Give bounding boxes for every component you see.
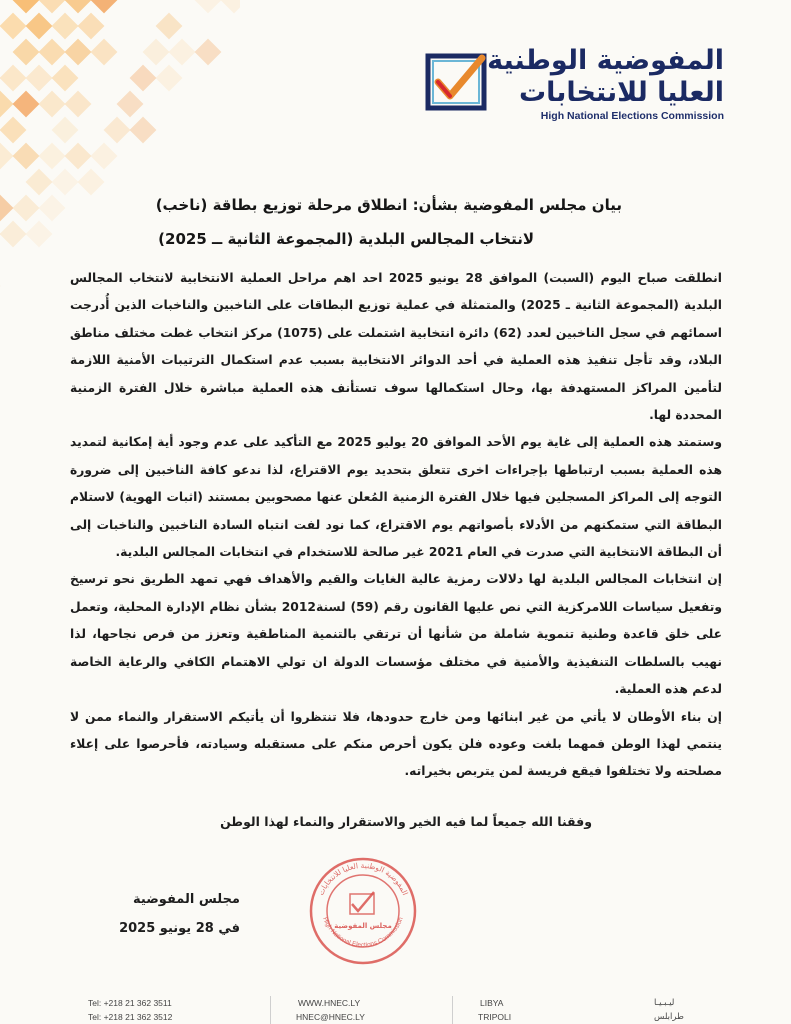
decorative-tile	[130, 65, 157, 92]
decorative-tile	[65, 143, 92, 170]
decorative-tile	[0, 13, 26, 40]
decorative-tile	[143, 39, 170, 66]
decorative-tile	[13, 195, 40, 222]
footer-email[interactable]: HNEC@HNEC.LY	[296, 1012, 365, 1022]
hnec-logo	[424, 45, 724, 130]
footer-city-ar: طرابلس	[654, 1012, 684, 1022]
decorative-tile	[13, 143, 40, 170]
footer	[0, 996, 791, 1024]
footer-country-en: LIBYA	[480, 998, 504, 1008]
decorative-tile	[39, 39, 66, 66]
body-paragraph: إن انتخابات المجالس البلدية لها دلالات رمزية عالية الغايات والقيم والأهداف فهي تمهد الطريق نحو ترسيخ وتفعيل سياسات اللامركزية التي نص عليها القانون رقم (59) لسنة2012 بشأن نظام الإدارة المحلية، وتعمل على خلق قاعدة وطنية تنموية شاملة من شأنها أن ترتقي بالتنمية المناطقية وتعزز من فرص نجاحها، لذا نهيب بالسلطات التنفيذية والأمنية في مختلف مؤسسات الدولة ان تولي الاهتمام الكافي والرعاية الخاصة لدعم هذه العملية.	[70, 572, 723, 697]
body-paragraph: انطلقت صباح اليوم (السبت) الموافق 28 يونيو 2025 احد اهم مراحل العملية الانتخابية لانتخاب المجالس البلدية (المجموعة الثانية ـ 2025) والمتمثلة في عملية توزيع البطاقات على الناخبين والناخبات الذين أُدرجت اسمائهم في سجل الناخبين لعدد (62) دائرة انتخابية اشتملت على (1075) مركز انتخاب غطت مختلف مناطق البلاد، وقد تأجل تنفيذ هذه العملية في أحد الدوائر الانتخابية بسبب عدم استكمال الترتيبات الأمنية اللازمة لتأمين المراكز المستهدفة بها، وحال استكمالها سوف تستأنف هذه العملية مباشرة خلال الفترة الزمنية المحددة لها.	[70, 271, 723, 423]
decorative-tile	[195, 39, 222, 66]
decorative-tile	[0, 221, 26, 248]
decorative-tile	[26, 13, 53, 40]
decorative-tile	[78, 13, 105, 40]
statement-title	[60, 188, 622, 256]
logo-arabic-line1: المفوضية الوطنية	[487, 45, 724, 76]
title-line1: بيان مجلس المفوضية بشأن: انطلاق مرحلة توزيع بطاقة (ناخب)	[155, 196, 622, 214]
signature-council: مجلس المفوضية	[133, 892, 240, 907]
decorative-tile	[13, 91, 40, 118]
decorative-tile	[0, 117, 26, 144]
decorative-tile	[0, 65, 26, 92]
decorative-tile	[91, 143, 118, 170]
decorative-tile	[130, 117, 157, 144]
decorative-tile	[52, 117, 79, 144]
decorative-tile	[117, 91, 144, 118]
decorative-tile	[156, 65, 183, 92]
decorative-tile	[39, 0, 66, 13]
signature-block	[100, 886, 240, 944]
statement-body	[70, 265, 722, 786]
decorative-tile	[65, 0, 92, 13]
decorative-tile	[169, 39, 196, 66]
decorative-tile	[13, 0, 40, 13]
svg-text:المفوضية الوطنية العليا للانتخ	[316, 861, 409, 897]
closing-line: وفقنا الله جميعاً لما فيه الخير والاستقرار والنماء لهذا الوطن	[220, 814, 592, 829]
logo-arabic-line2: العليا للانتخابات	[518, 77, 724, 108]
decorative-tile	[26, 169, 53, 196]
decorative-tile	[65, 91, 92, 118]
decorative-tile	[104, 117, 131, 144]
decorative-tile	[52, 13, 79, 40]
footer-country-ar: ليـبـيـا	[654, 998, 675, 1008]
body-paragraph: وستمتد هذه العملية إلى غاية يوم الأحد الموافق 20 يوليو 2025 مع التأكيد على عدم وجود أية إمكانية لتمديد هذه العملية بسبب ارتباطها بإجراءات اخرى تتعلق بتحديد يوم الاقتراع، لذا ندعو كافة الناخبين إلى ضرورة التوجه إلى المراكز المسجلين فيها خلال الفترة الزمنية المُعلن عنها مصحوبين بمستند (اثبات الهوية) لاستلام البطاقة التي ستمكنهم من الأدلاء بأصواتهم يوم الاقتراع، كما نود لفت انتباه السادة الناخبين والناخبات إلى أن البطاقة الانتخابية التي صدرت في العام 2021 غير صالحة للاستخدام في انتخابات المجالس البلدية.	[70, 435, 723, 560]
title-line2: لانتخاب المجالس البلدية (المجموعة الثانية ــ 2025)	[158, 230, 534, 248]
decorative-tile	[156, 13, 183, 40]
footer-tel2: Tel: +218 21 362 3512	[88, 1012, 173, 1022]
decorative-tile	[221, 0, 240, 13]
decorative-tile	[0, 195, 13, 222]
decorative-tile	[0, 91, 13, 118]
footer-website[interactable]: WWW.HNEC.LY	[298, 998, 361, 1008]
decorative-tile	[39, 143, 66, 170]
decorative-tile	[65, 39, 92, 66]
footer-tel1: Tel: +218 21 362 3511	[88, 998, 172, 1008]
stamp-center-label: مجلس المفوضية	[334, 922, 392, 930]
signature-date: في 28 يونيو 2025	[119, 921, 240, 936]
footer-city-en: TRIPOLI	[478, 1012, 512, 1022]
official-stamp	[308, 856, 418, 966]
decorative-tile	[26, 221, 53, 248]
decorative-tile	[39, 91, 66, 118]
decorative-tile	[91, 39, 118, 66]
decorative-tile	[195, 0, 222, 13]
decorative-tile	[13, 39, 40, 66]
decorative-tile	[91, 0, 118, 13]
stamp-ring-arabic: المفوضية الوطنية العليا للانتخابات	[316, 861, 410, 897]
logo-english-name: High National Elections Commission	[540, 110, 724, 122]
ballot-check-icon	[424, 50, 490, 114]
decorative-tile	[0, 143, 13, 170]
decorative-tile	[26, 65, 53, 92]
decorative-tile	[52, 65, 79, 92]
svg-text:High National Elections Commis	[321, 916, 405, 949]
body-paragraph: إن بناء الأوطان لا يأتي من غير ابنائها ومن خارج حدودها، فلا تنتظروا أن يأتيكم الاستقرار والنماء ممن لا ينتمي لهذا الوطن فمهما بلغت وعوده فلن يكون أحرص منكم على مستقبله وسيادته، فأحرصوا على إعلاء مصلحته ولا تختلفوا فيقع فريسة لمن يتربص بخيراته.	[70, 709, 722, 779]
stamp-ring-english: High National Elections Commission	[321, 916, 405, 949]
